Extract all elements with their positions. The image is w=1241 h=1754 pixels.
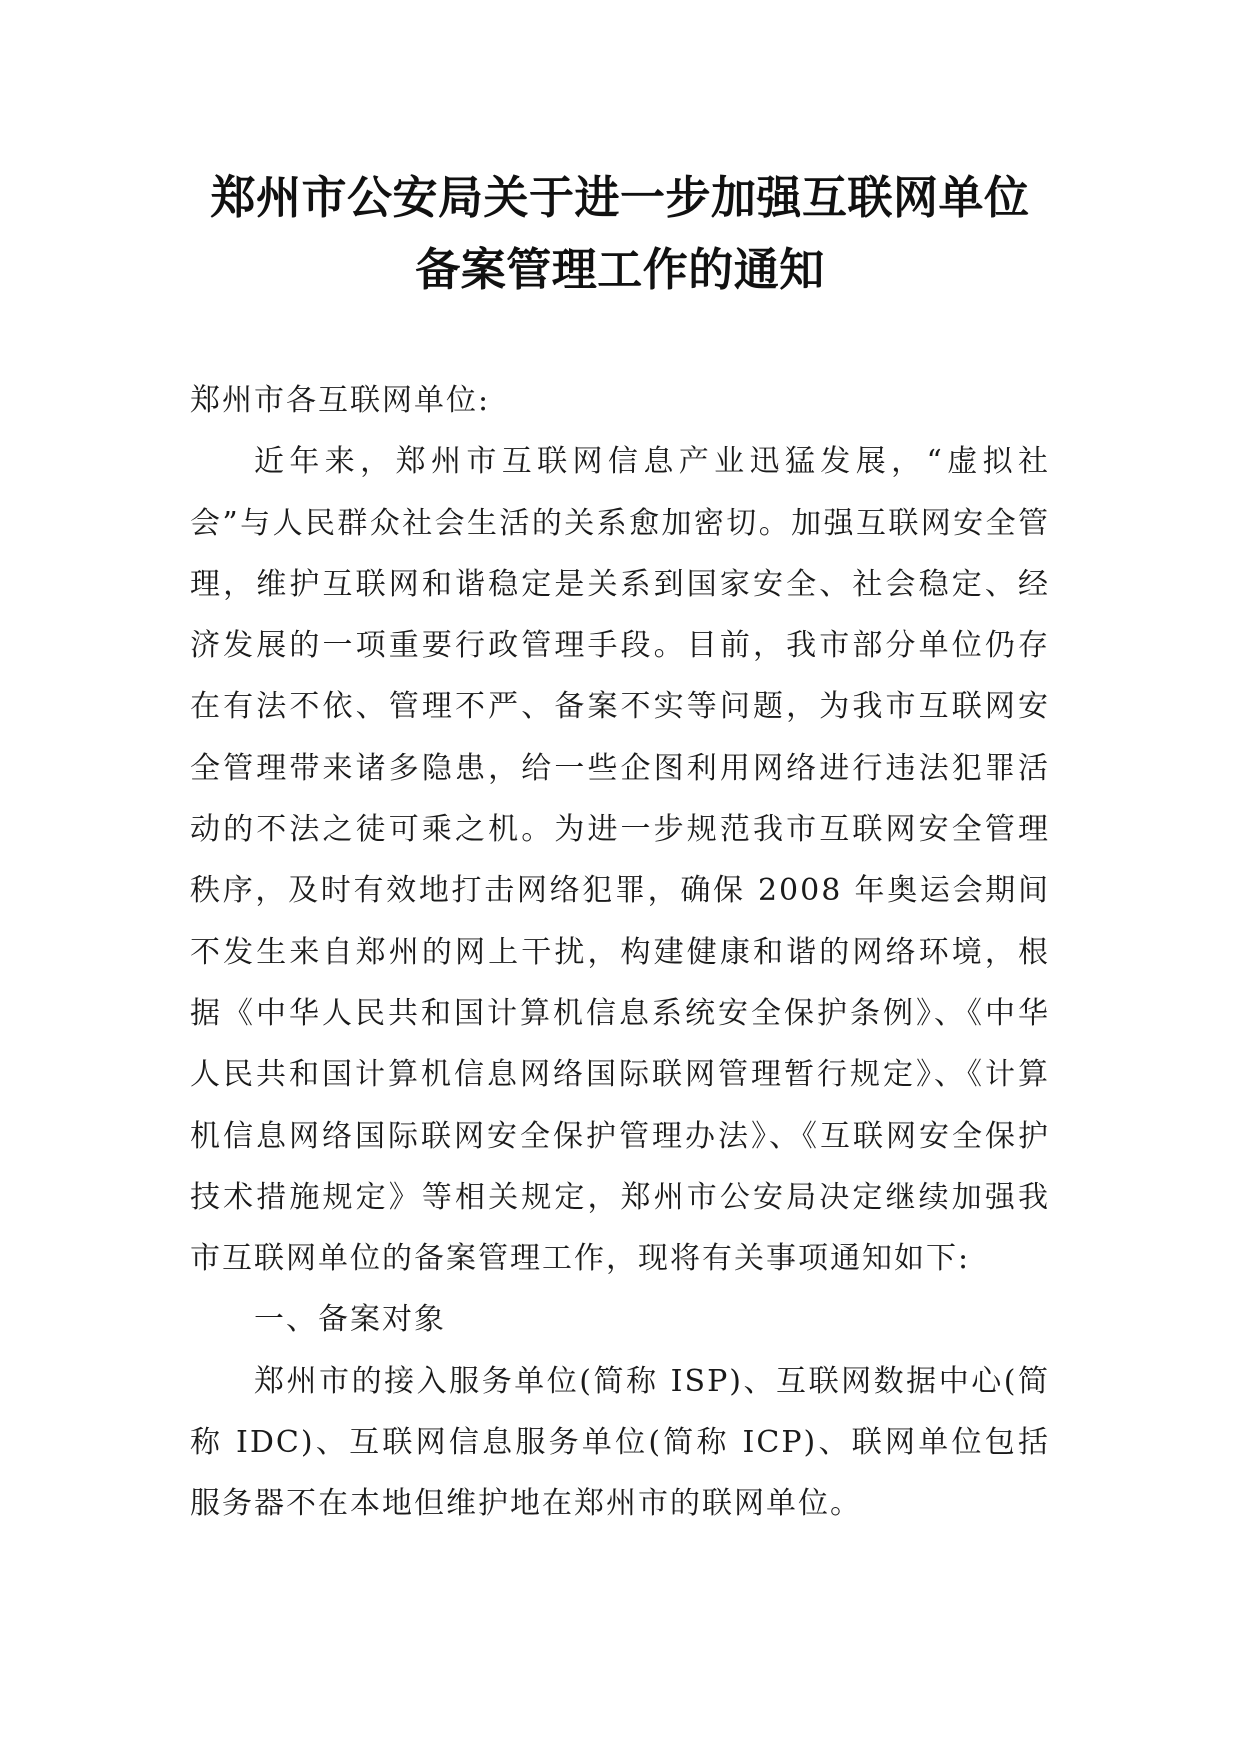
salutation: 郑州市各互联网单位:	[190, 383, 491, 418]
paragraph-filing-targets: 郑州市的接入服务单位(简称 ISP)、互联网数据中心(简称 IDC)、互联网信息服务单位(简称 ICP)、联网单位包括服务器不在本地但维护地在郑州市的联网单位。	[190, 1363, 1050, 1522]
title-line-1: 郑州市公安局关于进一步加强互联网单位	[210, 171, 1030, 224]
paragraph-intro: 近年来，郑州市互联网信息产业迅猛发展，“虚拟社会”与人民群众社会生活的关系愈加密切。加强互联网安全管理，维护互联网和谐稳定是关系到国家安全、社会稳定、经济发展的一项重要行政管理手段。目前，我市部分单位仍存在有法不依、管理不严、备案不实等问题，为我市互联网安全管理带来诸多隐患，给一些企图利用网络进行违法犯罪活动的不法之徒可乘之机。为进一步规范我市互联网安全管理秩序，及时有效地打击网络犯罪，确保 2008 年奥运会期间不发生来自郑州的网上干扰，构建健康和谐的网络环境，根据《中华人民共和国计算机信息系统安全保护条例》、《中华人民共和国计算机信息网络国际联网管理暂行规定》、《计算机信息网络国际联网安全保护管理办法》、《互联网安全保护技术措施规定》等相关规定，郑州市公安局决定继续加强我市互联网单位的备案管理工作，现将有关事项通知如下:	[190, 444, 1050, 1277]
document-title	[150, 162, 1090, 306]
section-heading-1: 一、备案对象	[254, 1302, 446, 1338]
title-line-2: 备案管理工作的通知	[415, 243, 825, 296]
document-body	[190, 370, 1050, 1535]
